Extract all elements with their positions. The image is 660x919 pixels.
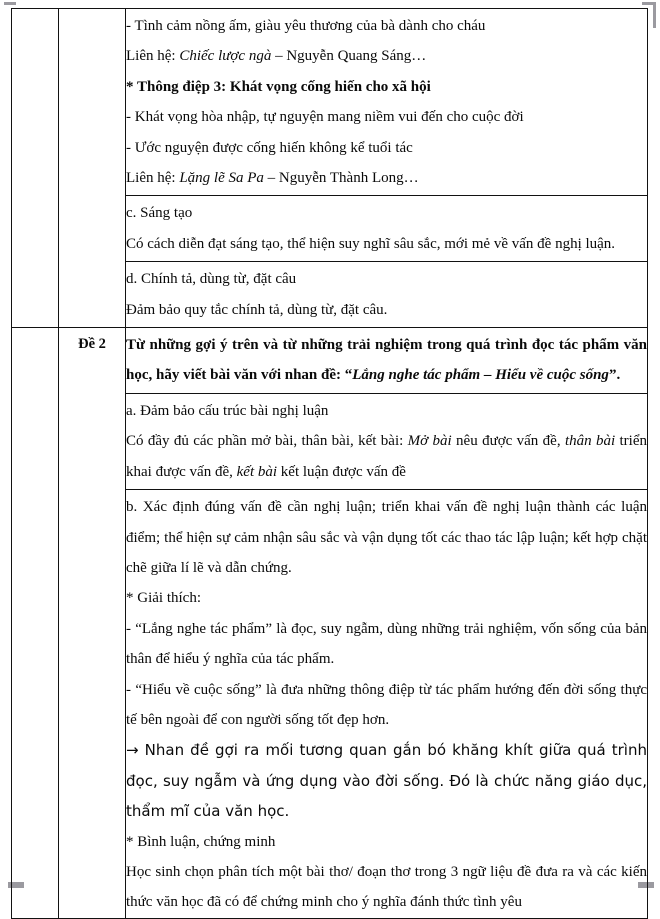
text-line: - Tình cảm nồng ấm, giàu yêu thương của bà dành cho cháu	[126, 18, 486, 34]
text-run: nêu được vấn đề,	[451, 433, 565, 450]
text-run-bold-italic: Lắng nghe tác phẩm – Hiểu về cuộc sống	[352, 367, 609, 384]
text-run-italic: Lặng lẽ Sa Pa	[179, 170, 264, 187]
text-run: Liên hệ:	[126, 48, 180, 65]
content-cell-a-cau-truc	[126, 393, 648, 489]
text-line: d. Chính tả, dùng từ, đặt câu	[126, 271, 297, 288]
text-run: Liên hệ:	[126, 170, 180, 187]
text-line: Học sinh chọn phân tích một bài thơ/ đoạn thơ trong 3 ngữ liệu đề đưa ra và các kiến thức văn học đã có để chứng minh cho ý nghĩa đánh thức tình yêu	[126, 863, 647, 911]
top-left-margin-mark	[4, 2, 16, 7]
text-line: Đảm bảo quy tắc chính tả, dùng từ, đặt câu.	[126, 301, 388, 318]
text-line: a. Đảm bảo cấu trúc bài nghị luận	[126, 402, 329, 419]
table-row	[12, 328, 648, 394]
content-cell-b-xac-dinh	[126, 490, 648, 919]
text-line: * Giải thích:	[126, 590, 201, 607]
text-run-bold: ”.	[608, 367, 621, 384]
score-cell	[12, 9, 59, 328]
section-label-text: Đề 2	[78, 336, 106, 353]
section-label-cell-de-2	[59, 328, 126, 919]
text-run: – Nguyễn Quang Sáng…	[271, 48, 427, 65]
text-line: * Bình luận, chứng minh	[126, 833, 276, 850]
text-line: b. Xác định đúng vấn đề cần nghị luận; triển khai vấn đề nghị luận thành các luận điểm; thể hiện sự cảm nhận sâu sắc và vận dụng tốt các thao tác lập luận; kết hợp chặt chẽ giữa lí lẽ và dẫn chứng.	[126, 499, 647, 576]
text-line: - Khát vọng hòa nhập, tự nguyện mang niềm vui đến cho cuộc đời	[126, 109, 524, 126]
answer-key-table	[11, 8, 648, 919]
text-run-italic: kết bài	[236, 463, 278, 480]
content-cell-d-chinh-ta	[126, 262, 648, 328]
text-line-heading: * Thông điệp 3: Khát vọng cống hiến cho xã hội	[126, 78, 431, 95]
text-line: Có cách diễn đạt sáng tạo, thể hiện suy nghĩ sâu sắc, mới mẻ về vấn đề nghị luận.	[126, 235, 616, 252]
text-run: kết luận được vấn đề	[277, 463, 406, 480]
text-run-italic: Mở bài	[407, 433, 452, 450]
text-run-italic: thân bài	[564, 433, 616, 450]
text-line-prompt	[126, 328, 647, 393]
table-row	[12, 9, 648, 196]
text-run: – Nguyễn Thành Long…	[263, 170, 419, 187]
content-cell-message-3	[126, 9, 648, 196]
content-cell-c-sang-tao	[126, 196, 648, 262]
score-cell	[12, 328, 59, 919]
text-run: Có đầy đủ các phần mở bài, thân bài, kết bài:	[126, 433, 408, 450]
text-line: - Ước nguyện được cống hiến không kể tuổi tác	[126, 139, 413, 156]
text-line	[126, 163, 647, 195]
content-cell-de-2-prompt	[126, 328, 648, 394]
text-line: - “Lắng nghe tác phẩm” là đọc, suy ngẫm, dùng những trải nghiệm, vốn sống của bản thân để hiểu ý nghĩa của tác phẩm.	[126, 620, 647, 668]
section-label-cell	[59, 9, 126, 328]
text-run: triển khai được vấn đề,	[126, 433, 647, 480]
text-line: → Nhan đề gợi ra mối tương quan gắn bó khăng khít giữa quá trình đọc, suy ngẫm và ứng dụng vào đời sống. Đó là chức năng giáo dục, thẩm mĩ của văn học.	[126, 741, 647, 821]
text-run-italic: Chiếc lược ngà	[179, 48, 272, 65]
text-line: - “Hiểu về cuộc sống” là đưa những thông điệp từ tác phẩm hướng đến đời sống thực tế bên ngoài để con người sống tốt đẹp hơn.	[126, 681, 647, 728]
text-line	[126, 426, 647, 489]
text-run-bold: Từ những gợi ý trên và từ những trải nghiệm trong quá trình đọc tác phẩm văn học, hãy viết bài văn với nhan đề: “	[126, 337, 647, 384]
text-line: c. Sáng tạo	[126, 205, 193, 222]
text-line	[126, 41, 647, 71]
